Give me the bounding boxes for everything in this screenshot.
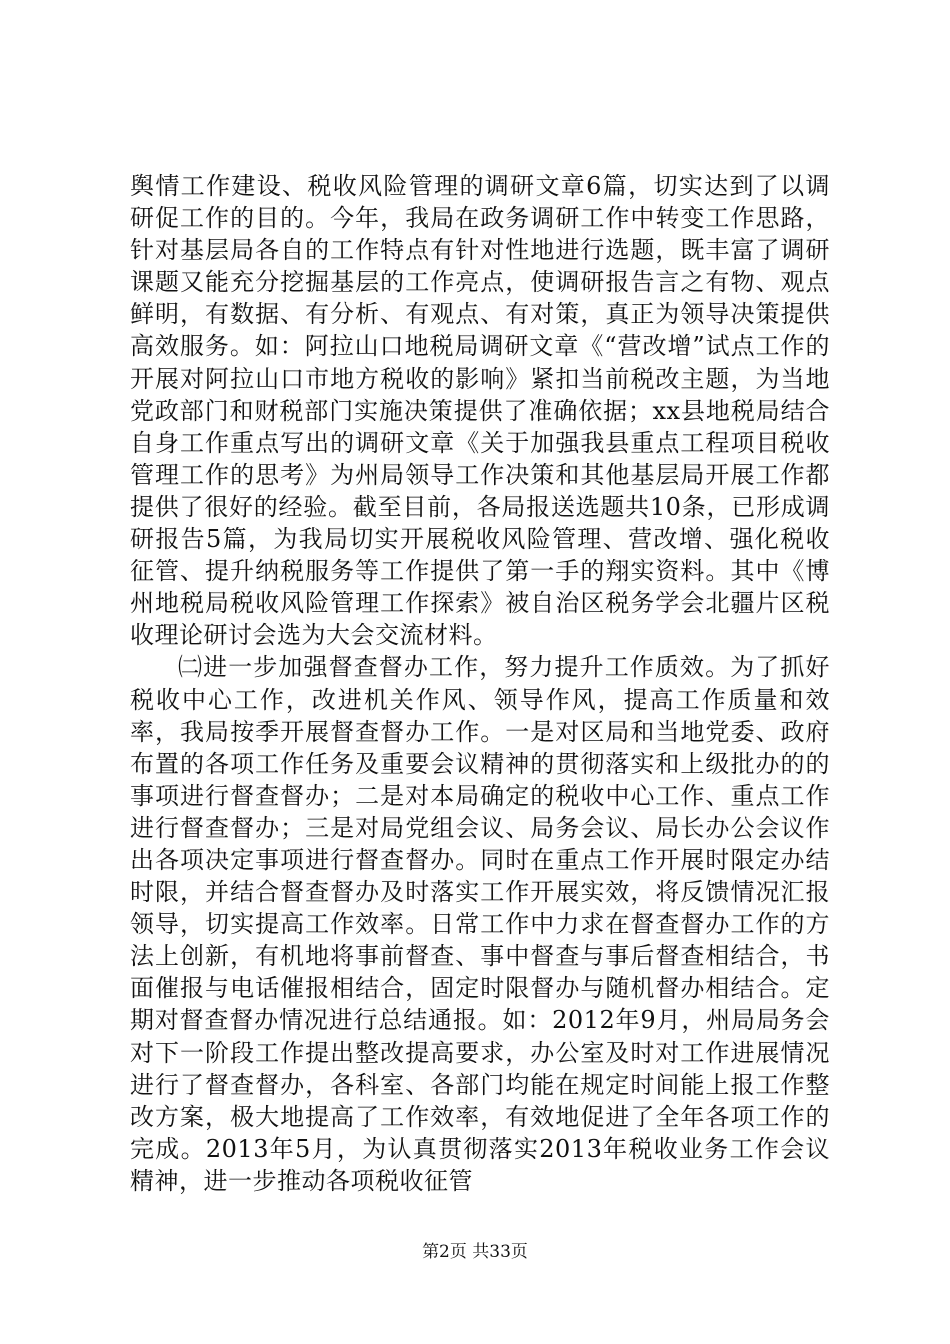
paragraph-supervision: ㈡进一步加强督查督办工作，努力提升工作质效。为了抓好税收中心工作，改进机关作风、领导作风，提高工作质量和效率，我局按季开展督查督办工作。一是对区局和当地党委、政府布置的各项工作任务及重要会议精神的贯彻落实和上级批办的的事项进行督查督办；二是对本局确定的税收中心工作、重点工作进行督查督办；三是对局党组会议、局务会议、局长办公会议作出各项决定事项进行督查督办。同时在重点工作开展时限定办结时限，并结合督查督办及时落实工作开展实效，将反馈情况汇报领导，切实提高工作效率。日常工作中力求在督查督办工作的方法上创新，有机地将事前督查、事中督查与事后督查相结合，书面催报与电话催报相结合，固定时限督办与随机督办相结合。定期对督查督办情况进行总结通报。如：2012年9月，州局局务会对下一阶段工作提出整改提高要求，办公室及时对工作进展情况进行了督查督办，各科室、各部门均能在规定时间能上报工作整改方案，极大地提高了工作效率，有效地促进了全年各项工作的完成。2013年5月，为认真贯彻落实2013年税收业务工作会议精神，进一步推动各项税收征管 xyxy=(130,653,830,1195)
paragraph-research: 舆情工作建设、税收风险管理的调研文章6篇，切实达到了以调研促工作的目的。今年，我局在政务调研工作中转变工作思路，针对基层局各自的工作特点有针对性地进行选题，既丰富了调研课题又能充分挖掘基层的工作亮点，使调研报告言之有物、观点鲜明，有数据、有分析、有观点、有对策，真正为领导决策提供高效服务。如：阿拉山口地税局调研文章《“营改增”试点工作的开展对阿拉山口市地方税收的影响》紧扣当前税改主题，为当地党政部门和财税部门实施决策提供了准确依据；xx县地税局结合自身工作重点写出的调研文章《关于加强我县重点工程项目税收管理工作的思考》为州局领导工作决策和其他基层局开展工作都提供了很好的经验。截至目前，各局报送选题共10条，已形成调研报告5篇，为我局切实开展税收风险管理、营改增、强化税收征管、提升纳税服务等工作提供了第一手的翔实资料。其中《博州地税局税收风险管理工作探索》被自治区税务学会北疆片区税收理论研讨会选为大会交流材料。 xyxy=(130,172,830,650)
document-body xyxy=(130,170,830,1197)
page-footer: 第2页 共33页 xyxy=(422,1242,528,1262)
